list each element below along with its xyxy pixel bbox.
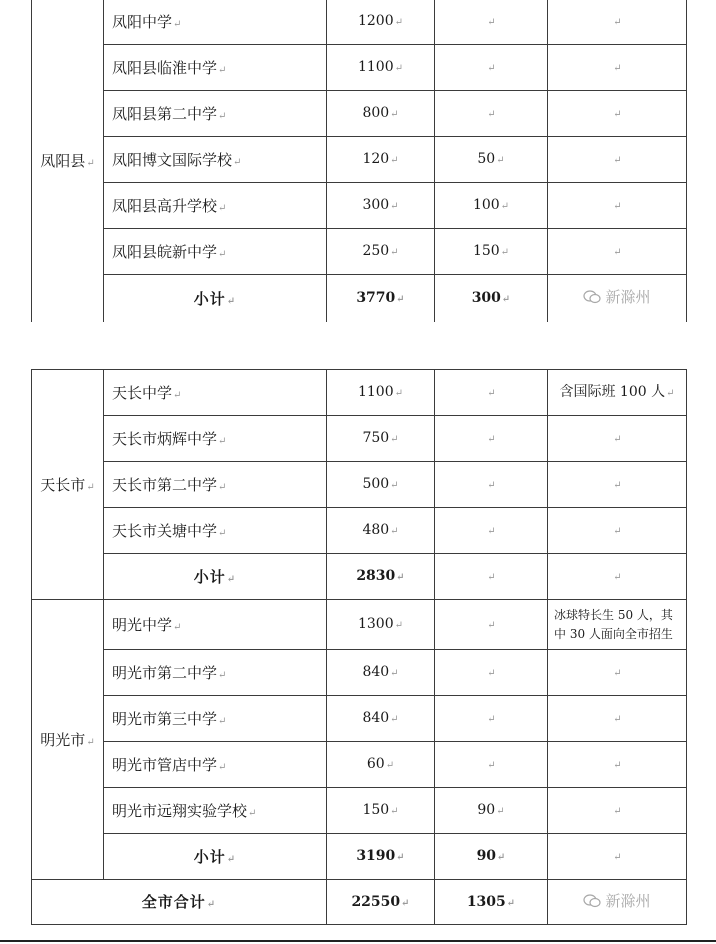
extra-count: 100↵ [435,183,548,229]
table-row [32,416,687,462]
school-name: 天长市关塘中学↵ [104,508,327,554]
plan-count: 300↵ [327,183,435,229]
school-name: 凤阳县皖新中学↵ [104,229,327,275]
note-cell: ↵ [548,696,687,742]
extra-count: 50↵ [435,137,548,183]
note-cell: ↵ [548,508,687,554]
school-name: 天长市炳辉中学↵ [104,416,327,462]
school-name: 天长中学↵ [104,370,327,416]
extra-count: ↵ [435,45,548,91]
note-cell: ↵ [548,91,687,137]
extra-count: ↵ [435,416,548,462]
subtotal-extra: ↵ [435,554,548,600]
extra-count: ↵ [435,91,548,137]
table-row [32,183,687,229]
extra-count: ↵ [435,462,548,508]
subtotal-row [32,834,687,880]
table-row [32,650,687,696]
enrollment-table-tianchang-mingguang [31,369,687,925]
subtotal-row [32,275,687,323]
subtotal-plan: 2830↵ [327,554,435,600]
region-cell: 凤阳县↵ [32,0,104,322]
note-cell: 含国际班 100 人↵ [548,370,687,416]
school-name: 明光中学↵ [104,600,327,650]
school-name: 明光市第三中学↵ [104,696,327,742]
subtotal-plan: 3190↵ [327,834,435,880]
table-row [32,137,687,183]
note-cell: ↵ [548,45,687,91]
school-name: 明光市管店中学↵ [104,742,327,788]
subtotal-extra: 300↵ [435,275,548,323]
school-name: 明光市第二中学↵ [104,650,327,696]
school-name: 凤阳博文国际学校↵ [104,137,327,183]
region-cell: 天长市↵ [32,370,104,600]
plan-count: 750↵ [327,416,435,462]
table-row [32,508,687,554]
grand-total-label: 全市合计↵ [32,880,327,925]
wechat-bubble-logo-icon [583,290,601,304]
extra-count: 90↵ [435,788,548,834]
watermark-cell [548,880,687,925]
enrollment-table-fengyang [31,0,687,322]
note-cell: ↵ [548,650,687,696]
school-name: 明光市远翔实验学校↵ [104,788,327,834]
extra-count: ↵ [435,696,548,742]
school-name: 凤阳县第二中学↵ [104,91,327,137]
table-row [32,600,687,650]
extra-count: ↵ [435,742,548,788]
note-cell: ↵ [548,229,687,275]
note-cell: ↵ [548,742,687,788]
extra-count: ↵ [435,370,548,416]
extra-count: ↵ [435,600,548,650]
school-name: 天长市第二中学↵ [104,462,327,508]
note-cell: ↵ [548,834,687,880]
grand-total-extra: 1305↵ [435,880,548,925]
table-row [32,370,687,416]
watermark: 新滁州 [583,288,650,306]
plan-count: 1200↵ [327,0,435,45]
watermark: 新滁州 [583,892,650,910]
table-row [32,0,687,45]
total-row [32,880,687,925]
wechat-bubble-logo-icon [583,894,601,908]
plan-count: 840↵ [327,650,435,696]
grand-total-plan: 22550↵ [327,880,435,925]
table-row [32,742,687,788]
plan-count: 1300↵ [327,600,435,650]
note-cell: ↵ [548,788,687,834]
page-bottom-rule [0,940,716,942]
plan-count: 250↵ [327,229,435,275]
subtotal-label: 小计↵ [104,275,327,323]
watermark-cell [548,275,687,323]
plan-count: 500↵ [327,462,435,508]
table-row [32,229,687,275]
plan-count: 840↵ [327,696,435,742]
plan-count: 1100↵ [327,45,435,91]
extra-count: 150↵ [435,229,548,275]
plan-count: 120↵ [327,137,435,183]
subtotal-plan: 3770↵ [327,275,435,323]
subtotal-row [32,554,687,600]
note-cell: ↵ [548,183,687,229]
subtotal-label: 小计↵ [104,834,327,880]
note-cell: ↵ [548,462,687,508]
school-name: 凤阳县高升学校↵ [104,183,327,229]
school-name: 凤阳中学↵ [104,0,327,45]
table-row [32,696,687,742]
note-cell: ↵ [548,0,687,45]
table-row [32,788,687,834]
extra-count: ↵ [435,508,548,554]
table-row [32,91,687,137]
extra-count: ↵ [435,0,548,45]
subtotal-extra: 90↵ [435,834,548,880]
note-cell: ↵ [548,137,687,183]
extra-count: ↵ [435,650,548,696]
table-row [32,462,687,508]
plan-count: 800↵ [327,91,435,137]
note-cell: ↵ [548,416,687,462]
table-row [32,45,687,91]
note-cell: 冰球特长生 50 人，其 中 30 人面向全市招生 [548,600,687,650]
plan-count: 1100↵ [327,370,435,416]
note-cell: ↵ [548,554,687,600]
region-cell: 明光市↵ [32,600,104,880]
plan-count: 480↵ [327,508,435,554]
plan-count: 60↵ [327,742,435,788]
school-name: 凤阳县临淮中学↵ [104,45,327,91]
plan-count: 150↵ [327,788,435,834]
subtotal-label: 小计↵ [104,554,327,600]
